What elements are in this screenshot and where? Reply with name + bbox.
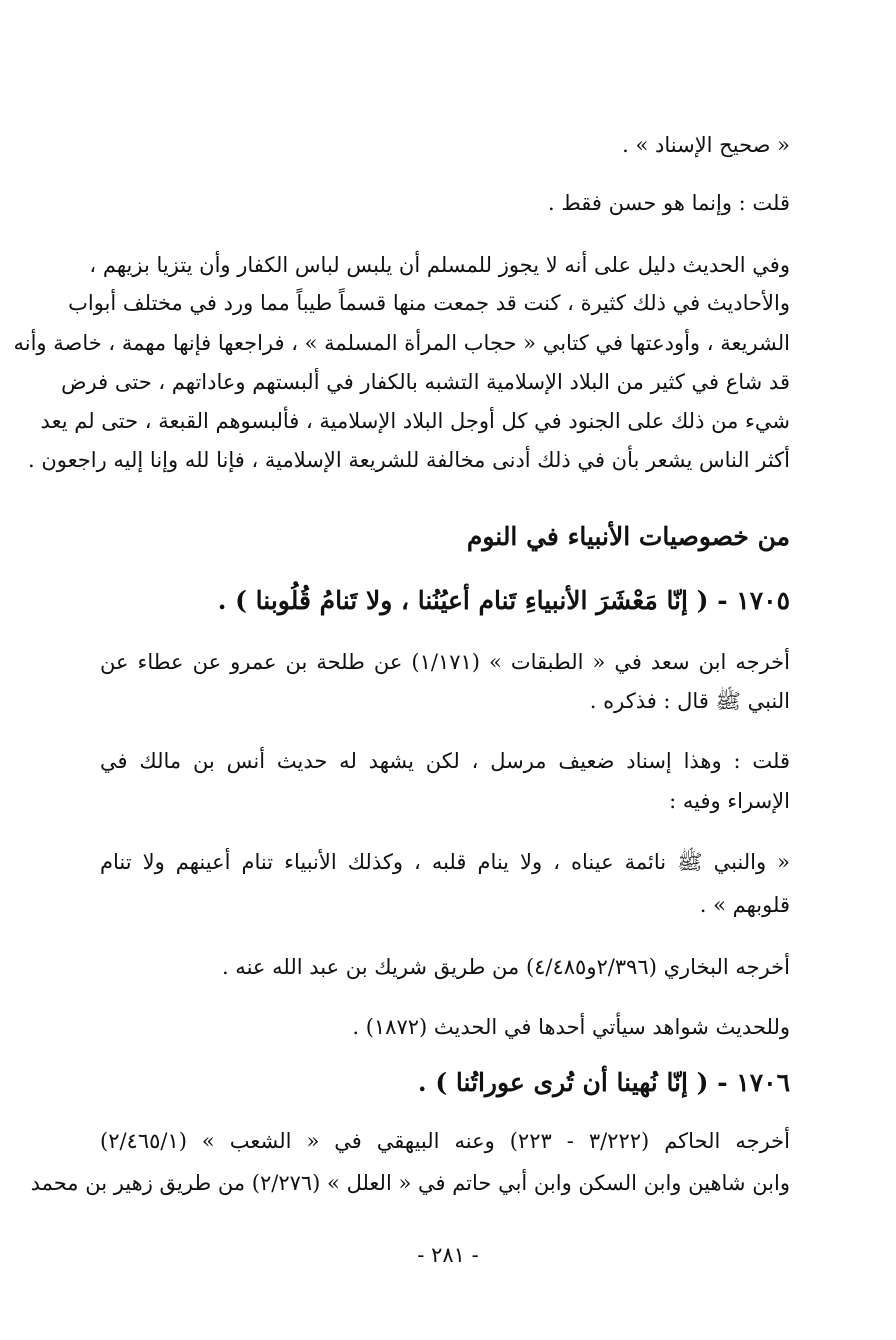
takhrij-1705-line-1: أخرجه ابن سعد في « الطبقات » (١/١٧١) عن طلحة بن عمرو عن عطاء عن <box>100 650 790 674</box>
paragraph-line-1: وفي الحديث دليل على أنه لا يجوز للمسلم أن يلبس لباس الكفار وأن يتزيا بزيهم ، <box>89 253 790 277</box>
comment-1705-line-2: الإسراء وفيه : <box>669 789 790 813</box>
section-heading: من خصوصيات الأنبياء في النوم <box>466 522 790 551</box>
paragraph-line-6: أكثر الناس يشعر بأن في ذلك أدنى مخالفة للشريعة الإسلامية ، فإنا لله وإنا إليه راجعون . <box>28 448 790 472</box>
comment-hasan: قلت : وإنما هو حسن فقط . <box>548 191 790 215</box>
paragraph-line-2: والأحاديث في ذلك كثيرة ، كنت قد جمعت منها قسماً طيباً مما ورد في مختلف أبواب <box>68 291 790 315</box>
hadith-1706-title: ١٧٠٦ - ( إنّا نُهينا أن تُرى عوراتُنا ) . <box>417 1068 790 1097</box>
paragraph-line-3: الشريعة ، وأودعتها في كتابي « حجاب المرأة المسلمة » ، فراجعها فإنها مهمة ، خاصة وأنه <box>13 331 790 355</box>
quote-anas-line-2: قلوبهم » . <box>699 893 790 917</box>
paragraph-line-4: قد شاع في كثير من البلاد الإسلامية التشبه بالكفار في ألبستهم وعاداتهم ، حتى فرض <box>61 370 790 394</box>
takhrij-1705-line-2: النبي ﷺ قال : فذكره . <box>589 689 790 713</box>
comment-1705-line-1: قلت : وهذا إسناد ضعيف مرسل ، لكن يشهد له حديث أنس بن مالك في <box>100 749 790 773</box>
quote-anas-line-1: « والنبي ﷺ نائمة عيناه ، ولا ينام قلبه ، وكذلك الأنبياء تنام أعينهم ولا تنام <box>100 850 790 874</box>
quote-sahih-isnad: « صحيح الإسناد » . <box>622 133 790 157</box>
bukhari-reference: أخرجه البخاري (٢/٣٩٦و٤/٤٨٥) من طريق شريك بن عبد الله عنه . <box>221 955 790 979</box>
shawahid-note: وللحديث شواهد سيأتي أحدها في الحديث (١٨٧٢) . <box>352 1015 790 1039</box>
hadith-1705-title: ١٧٠٥ - ( إنّا مَعْشَرَ الأنبياءِ تَنام أعيُنُنا ، ولا تَنامُ قُلُوبنا ) . <box>217 586 790 615</box>
page-number: - ٢٨١ - <box>417 1243 479 1267</box>
paragraph-line-5: شيء من ذلك على الجنود في كل أوجل البلاد الإسلامية ، فألبسوهم القبعة ، حتى لم يعد <box>40 409 790 433</box>
takhrij-1706-line-2: وابن شاهين وابن السكن وابن أبي حاتم في « العلل » (٢/٢٧٦) من طريق زهير بن محمد <box>30 1171 790 1195</box>
takhrij-1706-line-1: أخرجه الحاكم (٣/٢٢٢ - ٢٢٣) وعنه البيهقي في « الشعب » (٢/٤٦٥/١) <box>100 1129 790 1153</box>
